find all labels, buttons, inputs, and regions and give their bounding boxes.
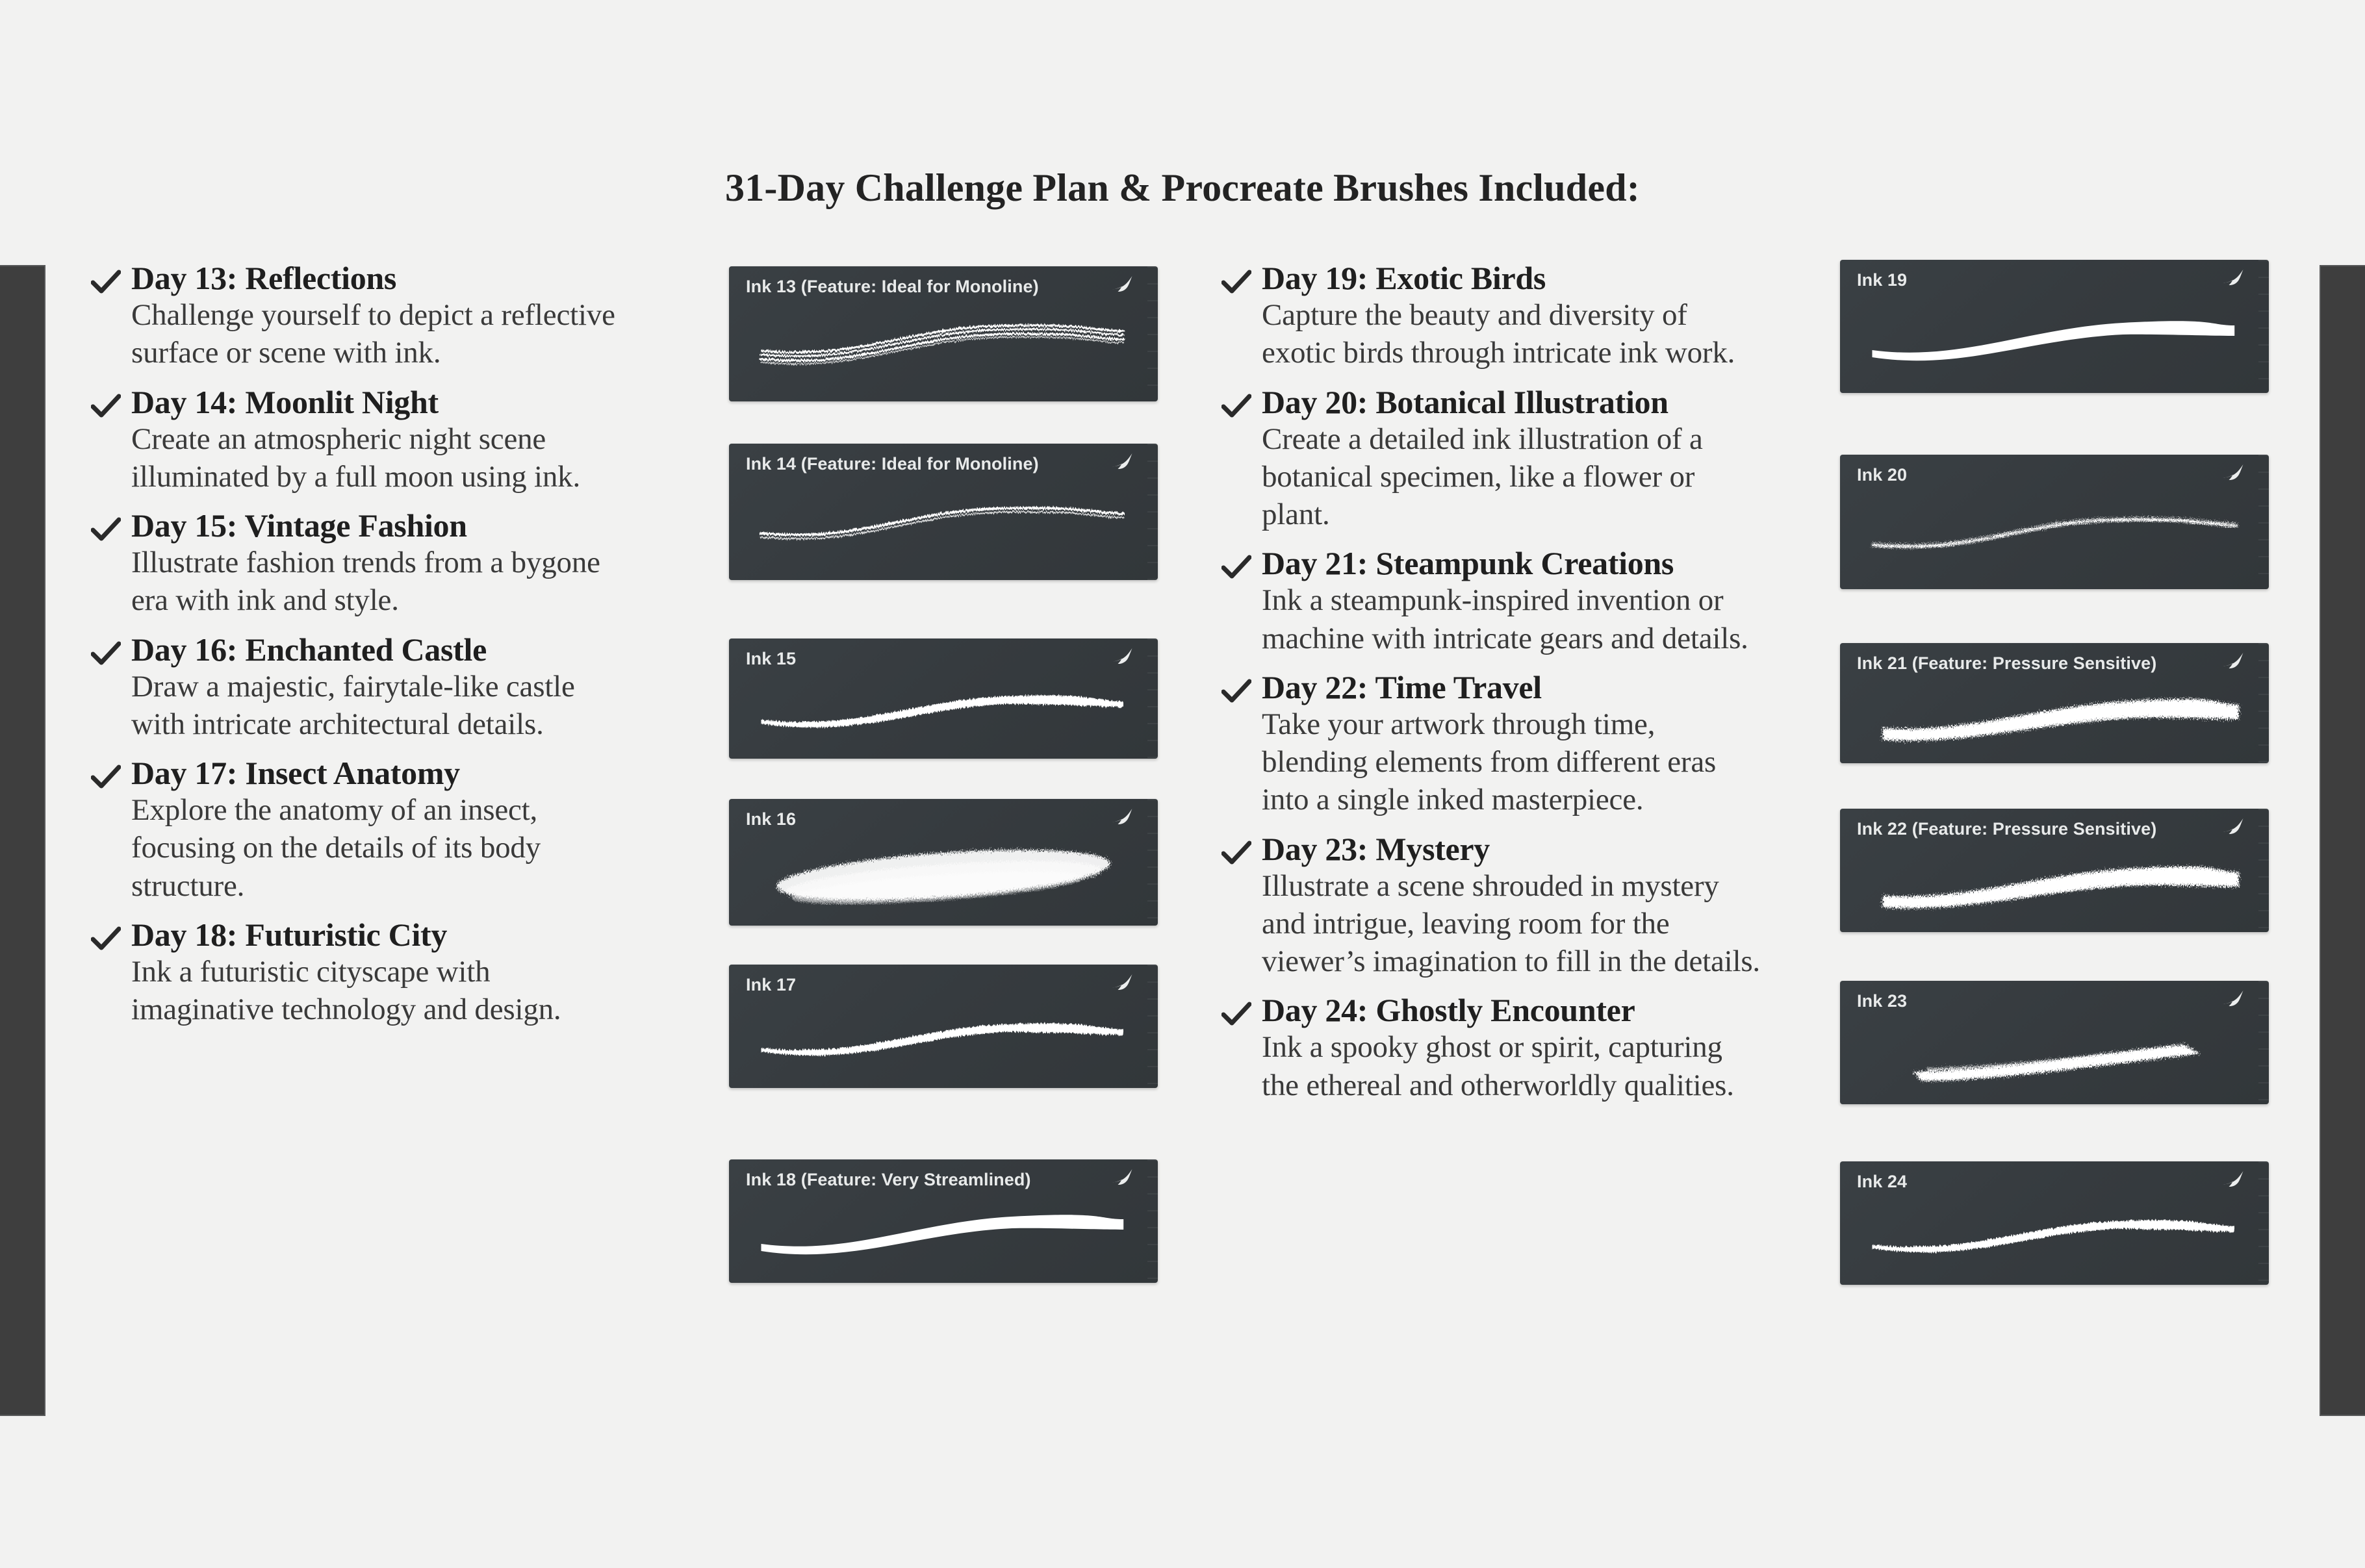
procreate-leaf-icon — [2222, 990, 2244, 1007]
procreate-leaf-icon — [2222, 1170, 2244, 1187]
day-description: Create an atmospheric night scene illuminated by a full moon using ink. — [131, 422, 581, 494]
day-title: Day 18: Futuristic City — [131, 916, 448, 953]
check-icon — [1221, 260, 1262, 295]
brush-swatch-label: Ink 16 — [746, 809, 797, 829]
brush-swatch-card[interactable] — [1840, 809, 2269, 932]
day-title: Day 23: Mystery — [1262, 830, 1490, 867]
day-title: Day 14: Moonlit Night — [131, 383, 439, 420]
check-icon — [1221, 669, 1262, 704]
day-description: Ink a futuristic cityscape with imaginative technology and design. — [131, 954, 561, 1027]
day-entry — [1221, 669, 1761, 819]
brush-swatch-card[interactable] — [1840, 643, 2269, 763]
page-title: 31-Day Challenge Plan & Procreate Brushes Included: — [725, 166, 1640, 210]
day-entry-body — [131, 507, 630, 620]
brush-swatch-label: Ink 18 (Feature: Very Streamlined) — [746, 1170, 1031, 1189]
brush-swatch-label: Ink 15 — [746, 649, 797, 668]
day-entry — [1221, 992, 1761, 1104]
day-title: Day 16: Enchanted Castle — [131, 631, 487, 668]
brush-swatch-card[interactable] — [729, 965, 1158, 1088]
procreate-leaf-icon — [1111, 974, 1133, 991]
day-entry — [1221, 831, 1761, 981]
procreate-leaf-icon — [1111, 453, 1133, 470]
day-title: Day 24: Ghostly Encounter — [1262, 992, 1635, 1029]
day-title: Day 15: Vintage Fashion — [131, 507, 467, 544]
day-title: Day 17: Insect Anatomy — [131, 755, 460, 792]
brush-swatch-card[interactable] — [1840, 455, 2269, 589]
day-description: Challenge yourself to depict a reflective surface or scene with ink. — [131, 298, 615, 370]
brush-swatch-label: Ink 14 (Feature: Ideal for Monoline) — [746, 454, 1039, 474]
day-title: Day 21: Steampunk Creations — [1262, 545, 1674, 582]
day-entry-body — [1262, 384, 1761, 534]
day-title: Day 19: Exotic Birds — [1262, 260, 1546, 296]
brush-swatch-card[interactable] — [729, 1159, 1158, 1283]
brush-swatch-card[interactable] — [729, 639, 1158, 759]
check-icon — [1221, 545, 1262, 580]
day-description: Illustrate fashion trends from a bygone era with ink and style. — [131, 546, 600, 618]
brush-swatch-label: Ink 23 — [1857, 991, 1908, 1011]
content-area — [0, 260, 2365, 1494]
day-description: Take your artwork through time, blending elements from different eras into a single inked masterpiece. — [1262, 707, 1717, 817]
day-entry — [91, 631, 630, 744]
day-entry-body — [1262, 992, 1761, 1104]
day-description: Illustrate a scene shrouded in mystery and intrigue, leaving room for the viewer’s imagination to fill in the details. — [1262, 868, 1760, 979]
brush-swatch-card[interactable] — [729, 266, 1158, 401]
brush-swatch-label: Ink 17 — [746, 975, 797, 994]
brush-swatch-label: Ink 22 (Feature: Pressure Sensitive) — [1857, 819, 2157, 839]
brush-swatch-label: Ink 13 (Feature: Ideal for Monoline) — [746, 277, 1039, 296]
day-entry-body — [1262, 831, 1761, 981]
day-title: Day 13: Reflections — [131, 260, 397, 296]
brush-swatch-card[interactable] — [729, 799, 1158, 926]
brush-swatch-card[interactable] — [729, 444, 1158, 580]
day-list-left — [91, 260, 630, 1040]
procreate-leaf-icon — [2222, 464, 2244, 481]
check-icon — [1221, 831, 1262, 866]
procreate-leaf-icon — [2222, 652, 2244, 669]
brush-swatch-card[interactable] — [1840, 260, 2269, 393]
day-description: Capture the beauty and diversity of exotic birds through intricate ink work. — [1262, 298, 1735, 370]
day-entry-body — [1262, 669, 1761, 819]
day-entry — [91, 384, 630, 496]
brush-swatch-label: Ink 21 (Feature: Pressure Sensitive) — [1857, 653, 2157, 673]
procreate-leaf-icon — [2222, 818, 2244, 835]
day-entry-body — [131, 755, 630, 905]
day-entry — [1221, 384, 1761, 534]
procreate-leaf-icon — [1111, 808, 1133, 825]
day-entry-body — [131, 631, 630, 744]
day-description: Explore the anatomy of an insect, focusing on the details of its body structure. — [131, 793, 541, 903]
brush-swatch-card[interactable] — [1840, 981, 2269, 1104]
day-list-right — [1221, 260, 1761, 1116]
day-entry-body — [1262, 260, 1761, 372]
brush-swatch-card[interactable] — [1840, 1161, 2269, 1285]
day-description: Draw a majestic, fairytale-like castle with intricate architectural details. — [131, 669, 575, 741]
day-description: Ink a spooky ghost or spirit, capturing the ethereal and otherworldly qualities. — [1262, 1030, 1734, 1102]
check-icon — [1221, 992, 1262, 1027]
day-entry — [91, 917, 630, 1029]
brush-swatch-label: Ink 24 — [1857, 1172, 1908, 1191]
day-entry-body — [131, 384, 630, 496]
procreate-leaf-icon — [1111, 275, 1133, 292]
procreate-leaf-icon — [1111, 1169, 1133, 1185]
brush-swatch-label: Ink 20 — [1857, 465, 1908, 485]
check-icon — [1221, 384, 1262, 419]
procreate-leaf-icon — [2222, 269, 2244, 286]
check-icon — [91, 260, 131, 295]
day-entry — [91, 755, 630, 905]
day-entry — [1221, 545, 1761, 657]
check-icon — [91, 755, 131, 790]
check-icon — [91, 384, 131, 419]
day-description: Ink a steampunk-inspired invention or machine with intricate gears and details. — [1262, 583, 1748, 655]
day-title: Day 22: Time Travel — [1262, 668, 1542, 705]
day-description: Create a detailed ink illustration of a botanical specimen, like a flower or plant. — [1262, 422, 1703, 532]
day-title: Day 20: Botanical Illustration — [1262, 383, 1668, 420]
procreate-leaf-icon — [1111, 648, 1133, 664]
check-icon — [91, 917, 131, 952]
day-entry — [91, 260, 630, 372]
brush-swatch-label: Ink 19 — [1857, 270, 1908, 290]
day-entry-body — [1262, 545, 1761, 657]
check-icon — [91, 631, 131, 666]
day-entry — [1221, 260, 1761, 372]
day-entry-body — [131, 260, 630, 372]
day-entry-body — [131, 917, 630, 1029]
day-entry — [91, 507, 630, 620]
check-icon — [91, 507, 131, 542]
